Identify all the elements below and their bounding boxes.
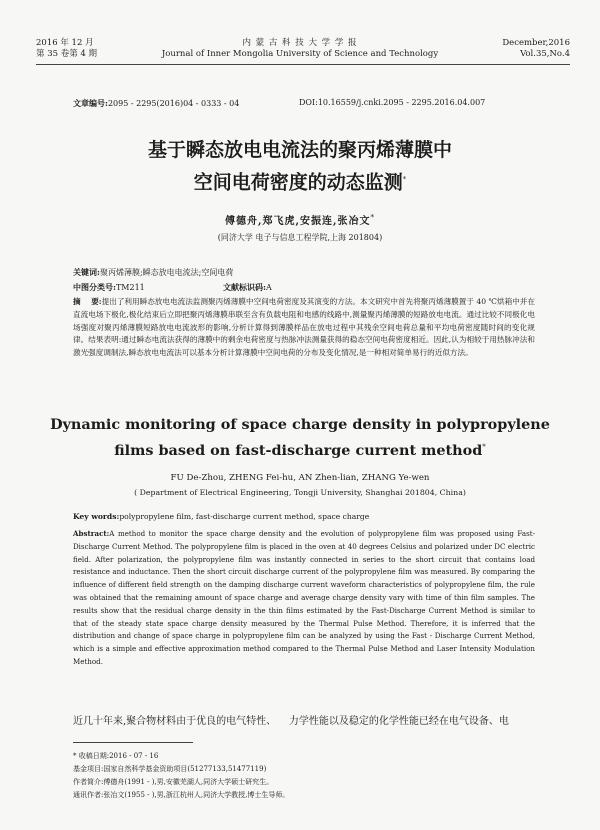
title-en-footnote-mark: * [482,443,486,451]
title-en-line1: Dynamic monitoring of space charge density in polypropylene [50,416,550,433]
article-number: 2095 - 2295(2016)04 - 0333 - 04 [107,99,240,108]
keywords-en-text: polypropylene film, fast-discharge current method, space charge [119,512,370,521]
authors-cn-names: 傅德舟,郑飞虎,安振连,张冶文 [225,216,371,227]
body-first-line: 近几十年来,聚合物材料由于优良的电气特性、 力学性能以及稳定的化学性能已经在电气设备、电 [73,716,509,727]
footnote-author-bio: 作者简介:傅德舟(1991 - ),男,安徽芜湖人,同济大学硕士研究生。 [73,778,274,786]
title-en [0,414,600,462]
abstract-cn [73,296,535,360]
abstract-en-label: Abstract: [73,529,110,538]
keywords-cn-label: 关键词: [73,267,100,277]
article-meta [73,98,486,109]
footnote-received: * 收稿日期:2016 - 07 - 16 [73,752,159,760]
doc-code-value: A [265,283,272,292]
classification-cn [73,282,533,293]
header-volume-en: Vol.35,No.4 [520,49,570,59]
footnote-divider [73,742,193,743]
header-date-en: December,2016 [502,38,570,48]
header-divider [36,64,570,65]
doi: DOI:10.16559/j.cnki.2095 - 2295.2016.04.007 [299,98,486,107]
keywords-cn-text: 聚丙烯薄膜;瞬态放电电流法;空间电荷 [99,268,234,277]
abstract-cn-label: 摘 要: [73,297,102,306]
abstract-cn-text: 提出了利用瞬态放电电流法监测聚丙烯薄膜中空间电荷密度及其演变的方法。本文研究中首先将聚丙烯薄膜置于 40 ℃烘箱中并在直流电场下极化,极化结束后立即把聚丙烯薄膜串联至含有负载电阻和电感的线路中,测量聚丙烯薄膜的短路放电电流。通过比较不同极化电场强度对聚丙烯薄膜短路放电电流波形的影响,分析计算得到薄膜样品在放电过程中其残余空间电荷总量和平均电荷密度随时间的变化规律。结果表明:通过瞬态电流法获得的薄膜中的剩余电荷密度与热脉冲法测量获得的稳态空间电荷密度相近。因此,认为相较于用热脉冲法和激光强度调制法,瞬态放电电流法可以基本分析计算薄膜中空间电荷的分布及变化情况,是一种相对简单易行的近似方法。 [73,297,535,358]
doc-code-label: 文献标识码: [223,282,266,292]
header-journal-cn: 内 蒙 古 科 技 大 学 学 报 [242,38,358,48]
running-header-center [150,38,450,60]
running-header-right [502,38,570,60]
header-date-cn: 2016 年 12 月 [36,38,94,48]
clc-value: TM211 [115,283,145,292]
article-number-label: 文章编号: [73,98,108,108]
title-cn [0,136,600,197]
clc-label: 中图分类号: [73,282,116,292]
authors-cn [0,212,600,227]
running-header-left [36,38,97,60]
title-cn-footnote-mark: * [402,175,407,183]
authors-cn-mark: * [370,213,375,222]
title-cn-line1: 基于瞬态放电电流法的聚丙烯薄膜中 [147,139,452,161]
header-volume-cn: 第 35 卷第 4 期 [36,49,98,59]
title-cn-line2: 空间电荷密度的动态监测 [193,171,403,194]
footnote-funding: 基金项目:国家自然科学基金资助项目(51277133,51477119) [73,765,267,773]
affiliation-cn: (同济大学 电子与信息工程学院,上海 201804) [217,233,383,242]
title-en-line2: films based on fast-discharge current method [114,441,483,459]
abstract-en [73,528,535,669]
keywords-en [73,512,369,521]
footnote-corresponding-author: 通讯作者:张冶文(1955 - ),男,浙江杭州人,同济大学教授,博士生导师。 [73,791,290,799]
authors-en: FU De-Zhou, ZHENG Fei-hu, AN Zhen-lian, ZHANG Ye-wen [170,473,430,483]
footnotes [73,750,289,802]
header-journal-en: Journal of Inner Mongolia University of Science and Technology [161,49,439,59]
abstract-en-text: A method to monitor the space charge density and the evolution of polypropylene film was proposed using Fast-Discharge Current Method. The polypropylene film is placed in the oven at 40 degrees Celsius and polarized under DC electric field. After polarization, the polypropylene film was instantly connected in series to the short circuit that contains load resistance and inductance. Then the short circuit discharge current of the polypropylene film was measured. By comparing the influence of different field strength on the damping discharge current waveform characteristics of polypropylene film, the rule was obtained that the remaining amount of space charge and average charge density vary with time of thin film samples. The results show that the residual charge density in the thin films estimated by the Fast-Discharge Current Method is similar to that of the steady state space charge density measured by the Thermal Pulse Method. Therefore, it is inferred that the distribution and change of space charge in polypropylene film can be analyzed by using the Fast - Discharge Current Method, which is a simple and effective approximation method compared to the Thermal Pulse Method and Laser Intensity Modulation Method. [73,529,535,666]
keywords-cn [73,267,233,278]
keywords-en-label: Key words: [73,512,120,521]
affiliation-en: ( Department of Electrical Engineering, Tongji University, Shanghai 201804, China) [134,488,466,497]
